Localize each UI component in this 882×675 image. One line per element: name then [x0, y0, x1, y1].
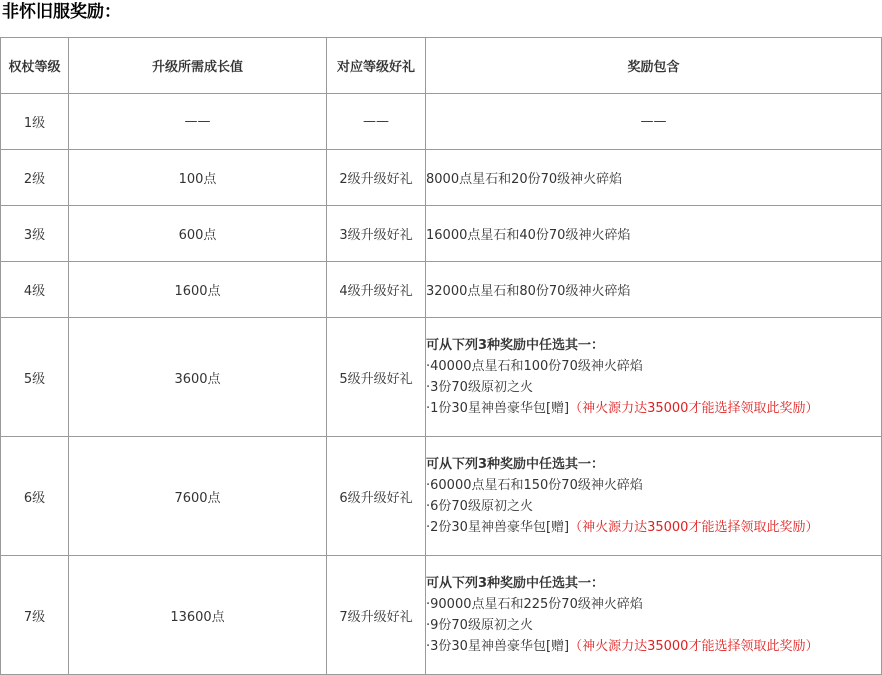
choice-title: 可从下列3种奖励中任选其一：: [426, 576, 605, 591]
reward-option-3: [426, 517, 881, 538]
gift-cell: 4级升级好礼: [327, 262, 426, 318]
rewards-table: [0, 37, 882, 675]
level-cell: 3级: [1, 206, 69, 262]
reward-cell: ——: [426, 94, 882, 150]
header-reward: 奖励包含: [426, 38, 882, 94]
table-header-row: [1, 38, 882, 94]
reward-option-1: ·40000点星石和100份70级神火碎焰: [426, 359, 643, 374]
level-cell: 6级: [1, 437, 69, 556]
level-cell: 7级: [1, 556, 69, 675]
reward-cell: [426, 437, 882, 556]
header-level: 权杖等级: [1, 38, 69, 94]
growth-cell: 100点: [69, 150, 327, 206]
gift-cell: 3级升级好礼: [327, 206, 426, 262]
table-row: [1, 94, 882, 150]
reward-condition-note: （神火源力达35000才能选择领取此奖励）: [569, 520, 819, 535]
reward-option-1: ·90000点星石和225份70级神火碎焰: [426, 597, 643, 612]
reward-option-2: ·9份70级原初之火: [426, 618, 533, 633]
table-row: [1, 437, 882, 556]
level-cell: 2级: [1, 150, 69, 206]
reward-cell: [426, 556, 882, 675]
reward-option-3: [426, 636, 881, 657]
gift-cell: 2级升级好礼: [327, 150, 426, 206]
reward-option-3-text: ·2份30星神兽豪华包[赠]: [426, 520, 570, 535]
gift-cell: ——: [327, 94, 426, 150]
table-row: [1, 556, 882, 675]
level-cell: 5级: [1, 318, 69, 437]
reward-option-2: ·3份70级原初之火: [426, 380, 533, 395]
reward-option-3: [426, 398, 881, 419]
growth-cell: 13600点: [69, 556, 327, 675]
table-row: [1, 262, 882, 318]
gift-cell: 6级升级好礼: [327, 437, 426, 556]
reward-option-3-text: ·1份30星神兽豪华包[赠]: [426, 401, 570, 416]
choice-title: 可从下列3种奖励中任选其一：: [426, 338, 605, 353]
growth-cell: 1600点: [69, 262, 327, 318]
reward-condition-note: （神火源力达35000才能选择领取此奖励）: [569, 639, 819, 654]
growth-cell: ——: [69, 94, 327, 150]
reward-cell: [426, 318, 882, 437]
level-cell: 1级: [1, 94, 69, 150]
reward-option-3-text: ·3份30星神兽豪华包[赠]: [426, 639, 570, 654]
table-row: [1, 150, 882, 206]
table-row: [1, 206, 882, 262]
reward-condition-note: （神火源力达35000才能选择领取此奖励）: [569, 401, 819, 416]
section-heading: 非怀旧服奖励：: [2, 2, 121, 22]
growth-cell: 600点: [69, 206, 327, 262]
growth-cell: 7600点: [69, 437, 327, 556]
reward-cell: 8000点星石和20份70级神火碎焰: [426, 150, 882, 206]
choice-title: 可从下列3种奖励中任选其一：: [426, 457, 605, 472]
reward-option-2: ·6份70级原初之火: [426, 499, 533, 514]
reward-cell: 16000点星石和40份70级神火碎焰: [426, 206, 882, 262]
gift-cell: 5级升级好礼: [327, 318, 426, 437]
level-cell: 4级: [1, 262, 69, 318]
header-gift: 对应等级好礼: [327, 38, 426, 94]
growth-cell: 3600点: [69, 318, 327, 437]
table-row: [1, 318, 882, 437]
reward-cell: 32000点星石和80份70级神火碎焰: [426, 262, 882, 318]
reward-option-1: ·60000点星石和150份70级神火碎焰: [426, 478, 643, 493]
gift-cell: 7级升级好礼: [327, 556, 426, 675]
header-growth: 升级所需成长值: [69, 38, 327, 94]
